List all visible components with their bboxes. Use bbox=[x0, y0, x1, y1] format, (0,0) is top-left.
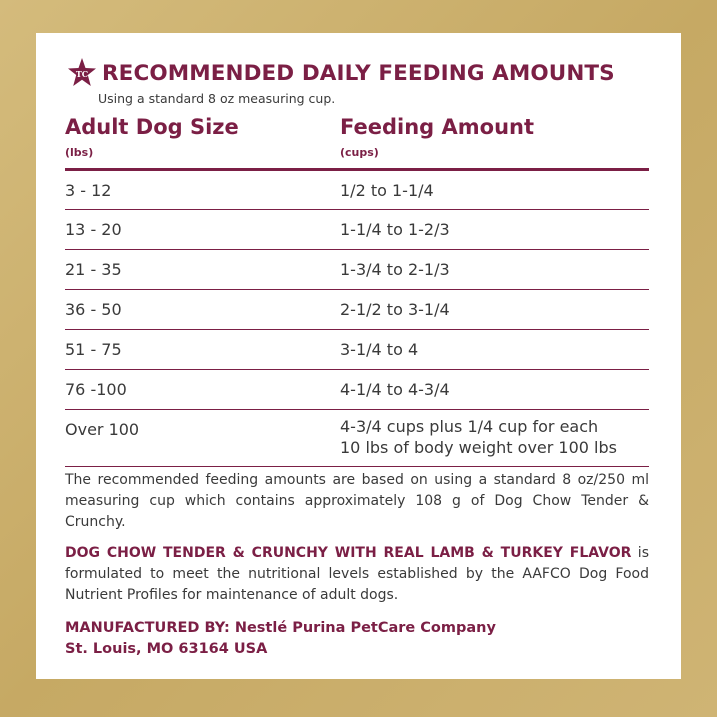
page-subtitle: Using a standard 8 oz measuring cup. bbox=[98, 91, 336, 106]
amount-cell: 2-1/2 to 3-1/4 bbox=[340, 300, 450, 319]
table-row bbox=[65, 210, 649, 250]
size-cell: 3 - 12 bbox=[65, 181, 112, 200]
title-row bbox=[66, 57, 615, 89]
amount-cell: 1-3/4 to 2-1/3 bbox=[340, 260, 450, 279]
feeding-label-panel bbox=[36, 33, 681, 679]
amount-cell: 1/2 to 1-1/4 bbox=[340, 181, 434, 200]
column-unit-amount: (cups) bbox=[340, 146, 379, 159]
page-title: RECOMMENDED DAILY FEEDING AMOUNTS bbox=[102, 60, 615, 86]
size-cell: 21 - 35 bbox=[65, 260, 122, 279]
size-cell: 51 - 75 bbox=[65, 340, 122, 359]
size-cell: 36 - 50 bbox=[65, 300, 122, 319]
table-row bbox=[65, 410, 649, 467]
amount-cell: 4-1/4 to 4-3/4 bbox=[340, 380, 450, 399]
amount-cell-line2: 10 lbs of body weight over 100 lbs bbox=[340, 438, 617, 457]
column-unit-size: (lbs) bbox=[65, 146, 94, 159]
column-header-size: Adult Dog Size bbox=[65, 115, 239, 139]
manufacturer-address: St. Louis, MO 63164 USA bbox=[65, 641, 268, 657]
table-row bbox=[65, 370, 649, 410]
manufacturer-line: MANUFACTURED BY: Nestlé Purina PetCare Company bbox=[65, 620, 496, 636]
table-row bbox=[65, 171, 649, 210]
table-row bbox=[65, 290, 649, 330]
table-row bbox=[65, 250, 649, 290]
amount-cell: 1-1/4 to 1-2/3 bbox=[340, 220, 450, 239]
size-cell: 76 -100 bbox=[65, 380, 127, 399]
aafco-statement bbox=[65, 543, 649, 606]
svg-text:TC: TC bbox=[75, 69, 89, 79]
feeding-note: The recommended feeding amounts are based on using a standard 8 oz/250 ml measuring cup which contains approximately 108 g of Dog Chow Tender & Crunchy. bbox=[65, 472, 649, 530]
star-emblem-icon bbox=[66, 57, 98, 89]
table-row bbox=[65, 330, 649, 370]
size-cell: Over 100 bbox=[65, 420, 140, 439]
aafco-text: is formulated to meet the nutritional levels established by the AAFCO Dog Food Nutrient Profiles for maintenance of adult dogs. bbox=[65, 545, 649, 603]
column-header-amount: Feeding Amount bbox=[340, 115, 535, 139]
product-name: DOG CHOW TENDER & CRUNCHY WITH REAL LAMB & TURKEY FLAVOR bbox=[65, 545, 632, 561]
amount-cell: 3-1/4 to 4 bbox=[340, 340, 419, 359]
amount-cell: 4-3/4 cups plus 1/4 cup for each bbox=[340, 417, 599, 436]
size-cell: 13 - 20 bbox=[65, 220, 122, 239]
